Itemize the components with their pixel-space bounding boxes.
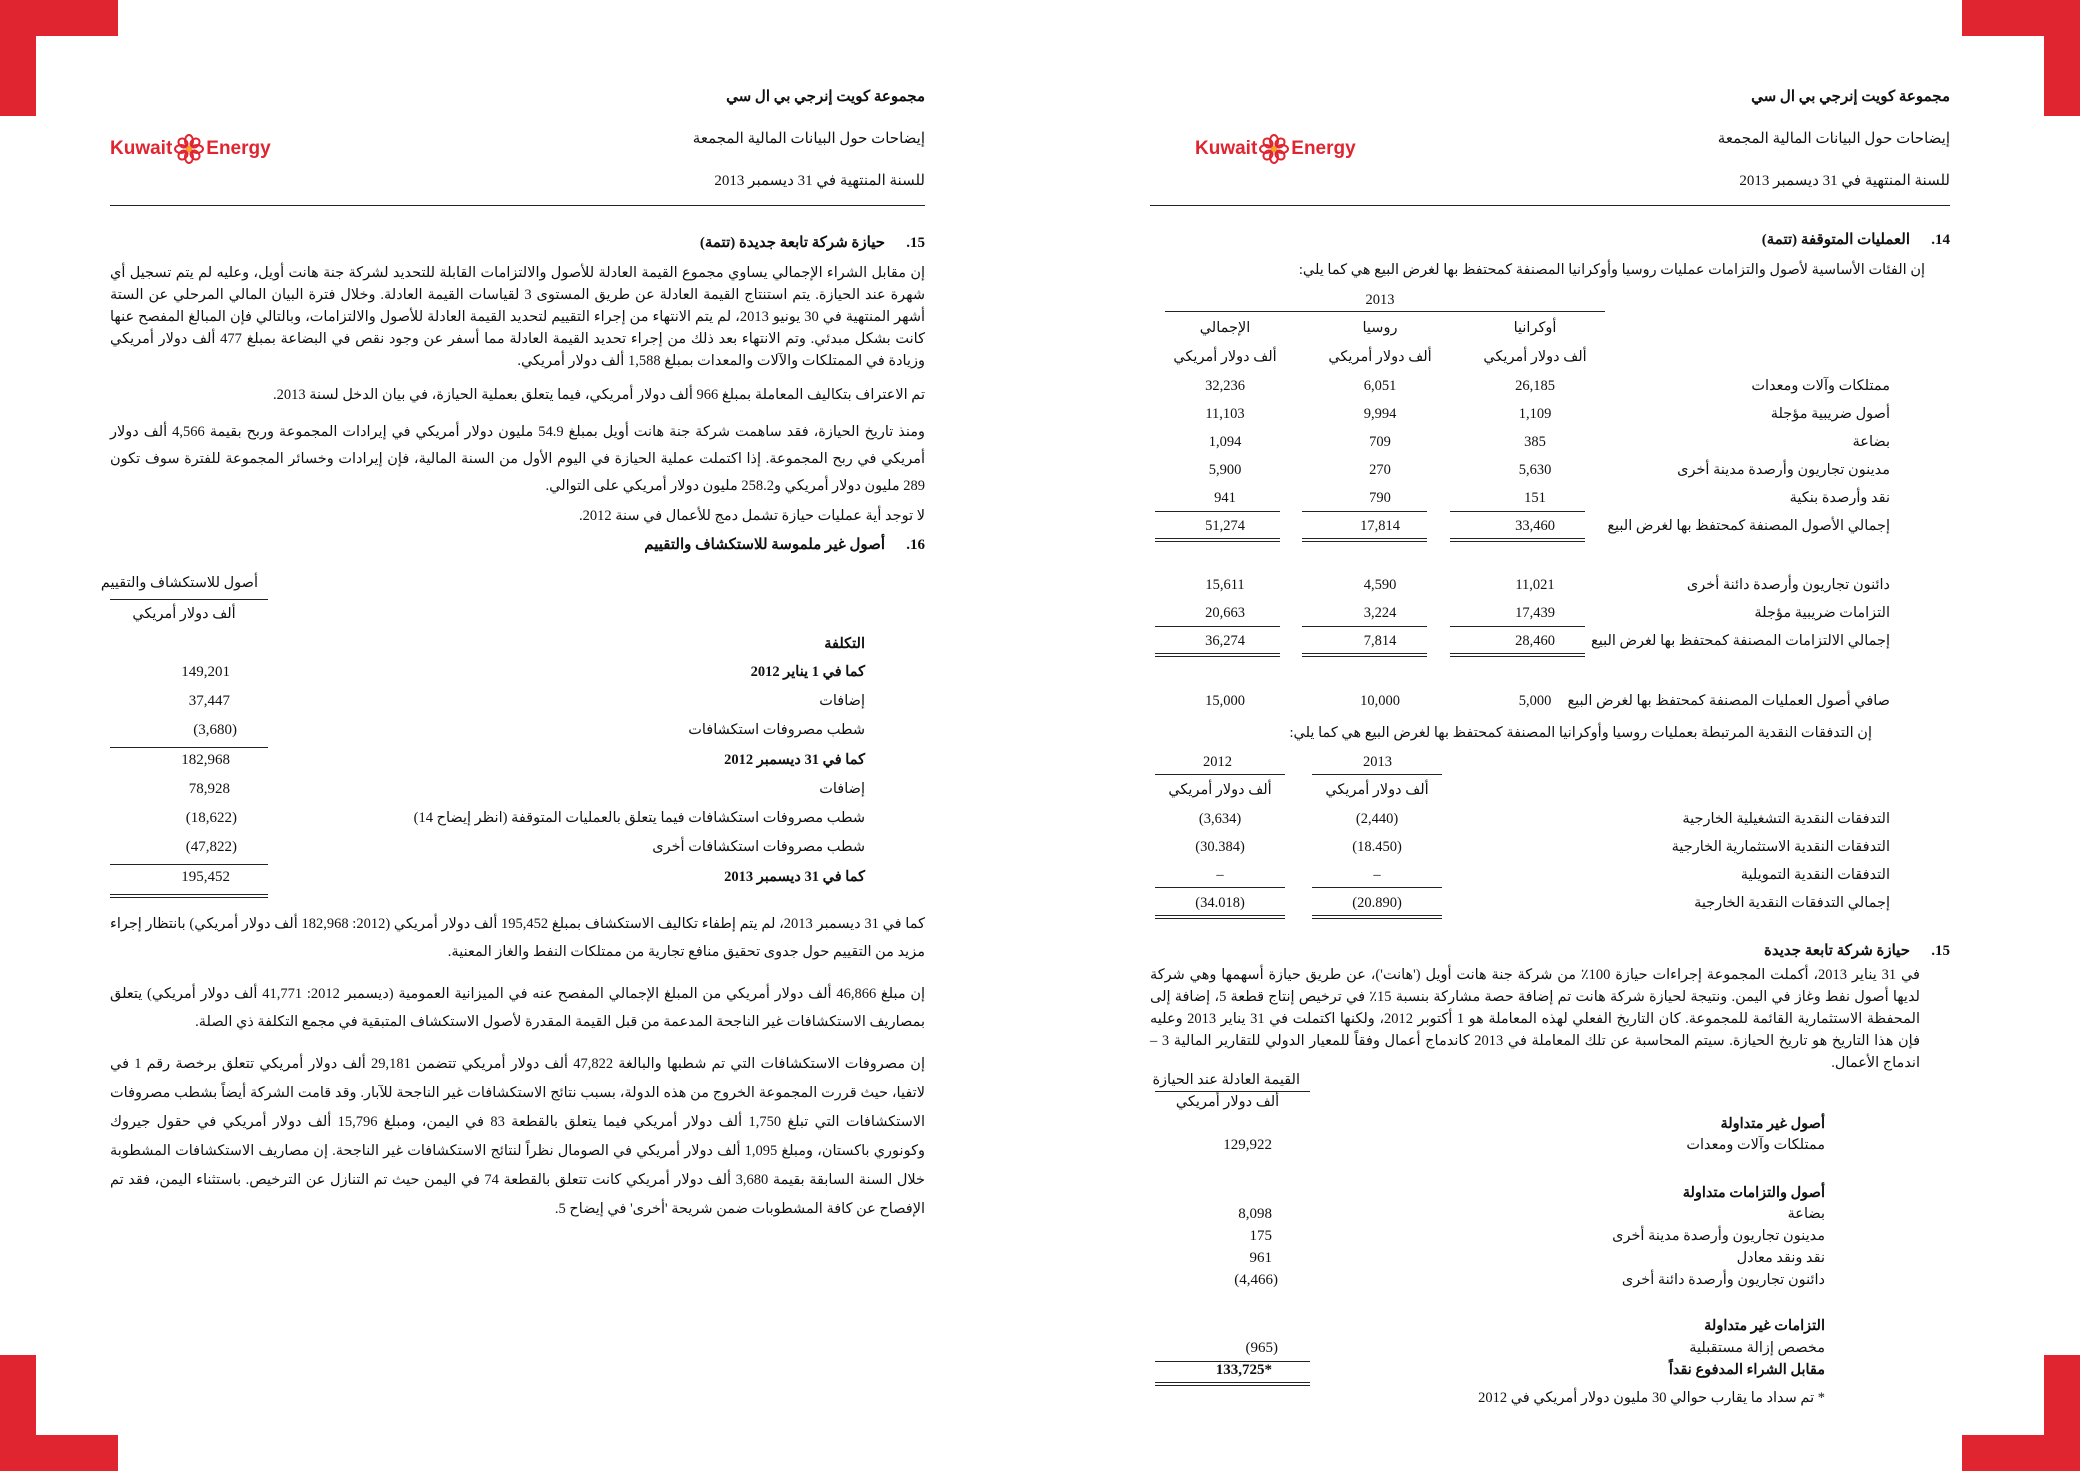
total-double-rule: [1155, 915, 1285, 919]
col-ukraine: أوكرانيا: [1513, 320, 1557, 336]
net-assets-label: صافي أصول العمليات المصنفة كمحتفظ بها لغرض البيع: [1567, 693, 1890, 709]
provision-label: مخصص إزالة مستقبلية: [1689, 1340, 1825, 1356]
ee-column-header: أصول للاستكشاف والتقييم: [100, 575, 258, 591]
asset-total-total: 51,274: [1205, 518, 1245, 534]
col-russia: روسيا: [1362, 320, 1398, 336]
corner-bracket: [2044, 1355, 2080, 1471]
kuwait-energy-logo: [1195, 134, 1356, 164]
cf-intro: إن التدفقات النقدية المرتبطة بعمليات روسيا وأوكرانيا المصنفة كمحتفظ بها لغرض البيع هي كما يلي:: [1289, 725, 1872, 741]
liab-russia: 3,224: [1363, 605, 1397, 621]
ee-row-value: (18,622): [185, 810, 237, 826]
liab-russia: 4,590: [1363, 577, 1397, 593]
total-double-rule: [1155, 1382, 1310, 1386]
current-row-label: دائنون تجاريون وأرصدة دائنة أخرى: [1621, 1272, 1825, 1288]
cf-2013: (18.450): [1352, 839, 1402, 855]
subtotal-rule: [1312, 887, 1442, 888]
current-row-value: 8,098: [1238, 1206, 1272, 1222]
subtotal-rule: [1450, 626, 1585, 627]
s16-paragraph-3: إن مصروفات الاستكشافات التي تم شطبها والبالغة 47,822 ألف دولار أمريكي تتضمن 29,181 ألف دولار أمريكي تتعلق برخصة رقم 1 في لاتفيا، حيث قررت المجموعة الخروج من هذه الدولة، بسبب نتائج الاستكشافات غير الناجحة للآبار. وقد قامت الشركة أيضاً بشطب مصروفات الاستكشافات التي تبلغ 1,750 ألف دولار أمريكي فيما يتعلق بالقطعة 83 في اليمن، ومبلغ 15,796 ألف دولار أمريكي في حقول جيروك وكونوري باكستان، ومبلغ 1,095 ألف دولار أمريكي في الصومال نظراً لنتائج الاستكشافات غير الناجحة. إن مصاريف الاستكشافات المشطوبة خلال السنة السابقة بقيمة 3,680 ألف دولار أمريكي كانت تتعلق بالقطعة 74 في اليمن حيث تم التنازل عن الترخيص. باستثناء اليمن، فقد تم الإفصاح عن كافة المشطوبات ضمن شريحة 'أخرى' في إيضاح 5.: [110, 1056, 926, 1217]
subtotal-rule: [1155, 887, 1285, 888]
cf-total-2012: (34.018): [1195, 895, 1245, 911]
asset-total: 1,094: [1208, 434, 1242, 450]
current-row-label: بضاعة: [1787, 1206, 1825, 1222]
liab-total-russia: 7,814: [1363, 633, 1397, 649]
company-name: مجموعة كويت إنرجي بي ال سي: [726, 89, 925, 105]
header-rule: [110, 205, 925, 206]
total-double-rule: [1155, 653, 1280, 657]
asset-russia: 270: [1369, 462, 1391, 478]
logo-text-left: Kuwait: [1195, 138, 1258, 159]
consideration-label: مقابل الشراء المدفوع نقداً: [1668, 1362, 1825, 1378]
flower-icon: [174, 134, 204, 164]
s15-paragraph-1: في 31 يناير 2013، أكملت المجموعة إجراءات حيازة 100٪ من شركة جنة هانت أويل ('هانت')، عن طريق حيازة أسهمها وهي شركة لديها أصول نفط وغاز في اليمن. ونتيجة لحيازة شركة هانت تم إضافة حصة مشاركة بنسبة 15٪ في ترخيص إنتاج قطعة 5، إضافة إلى المحفظة الاستثمارية القائمة للمجموعة. كان التاريخ الفعلي لهذه المعاملة هو 1 أكتوبر 2012، ولكنها اكتملت في 31 يناير 2013 وعليه فإن هذا التاريخ هو تاريخ الحيازة. سيتم المحاسبة عن تلك المعاملة في 2013 كاندماج أعمال وفقاً للمعيار الدولي للتقارير المالية 3 – اندماج الأعمال.: [1150, 967, 1921, 1071]
ee-row-value: 37,447: [188, 693, 230, 709]
asset-row-label: نقد وأرصدة بنكية: [1789, 490, 1890, 506]
cf-year-rule: [1155, 774, 1285, 775]
cf-2013: (2,440): [1355, 811, 1399, 827]
current-title: أصول والتزامات متداولة: [1682, 1185, 1825, 1201]
col-unit: ألف دولار أمريكي: [1483, 349, 1587, 365]
asset-row-label: ممتلكات وآلات ومعدات: [1751, 378, 1890, 394]
ee-column-unit: ألف دولار أمريكي: [132, 606, 236, 622]
liab-ukraine: 11,021: [1515, 577, 1555, 593]
provision-value: (965): [1245, 1340, 1278, 1356]
footnote: * تم سداد ما يقارب حوالي 30 مليون دولار أمريكي في 2012: [1478, 1390, 1825, 1406]
fv-rule: [1155, 1091, 1310, 1092]
asset-total-russia: 17,814: [1360, 518, 1400, 534]
logo-text-left: Kuwait: [110, 138, 173, 159]
asset-ukraine: 151: [1524, 490, 1546, 506]
nc-liab-title: التزامات غير متداولة: [1704, 1318, 1825, 1334]
cf-total-label: إجمالي التدفقات النقدية الخارجية: [1694, 895, 1890, 911]
total-double-rule: [1302, 538, 1427, 542]
fv-unit: ألف دولار أمريكي: [1175, 1094, 1280, 1110]
year-rule: [1165, 311, 1605, 312]
asset-row-label: أصول ضريبية مؤجلة: [1770, 406, 1890, 422]
s15-paragraph-3: ومنذ تاريخ الحيازة، فقد ساهمت شركة جنة هانت أويل بمبلغ 54.9 مليون دولار أمريكي في إيرادات المجموعة وربح بقيمة 4,566 ألف دولار أمريكي في ربح المجموعة. إذا اكتملت عملية الحيازة في اليوم الأول من السنة المالية، فإن إيرادات وخسائر المجموعة للفترة سوف تكون 289 مليون دولار أمريكي و258.2 مليون دولار أمريكي على التوالي.: [110, 424, 926, 494]
asset-total: 5,900: [1208, 462, 1242, 478]
cost-label: التكلفة: [824, 636, 865, 652]
asset-ukraine: 1,109: [1518, 406, 1552, 422]
total-double-rule: [1312, 915, 1442, 919]
section-16-title: 16.أصول غير ملموسة للاستكشاف والتقييم: [644, 537, 925, 553]
ee-row-label: شطب مصروفات استكشافات فيما يتعلق بالعمليات المتوقفة (انظر إيضاح 14): [413, 810, 865, 826]
asset-row-label: مدينون تجاريون وأرصدة مدينة أخرى: [1677, 462, 1890, 478]
ee-row-value: 195,452: [181, 869, 230, 885]
subtotal-rule: [110, 864, 268, 865]
cf-year-rule: [1312, 774, 1442, 775]
ee-row-value: 78,928: [188, 781, 230, 797]
logo-text-right: Energy: [206, 138, 271, 159]
ppe-value: 129,922: [1223, 1137, 1272, 1153]
asset-total-label: إجمالي الأصول المصنفة كمحتفظ بها لغرض البيع: [1607, 518, 1890, 534]
report-subtitle: إيضاحات حول البيانات المالية المجمعة: [692, 131, 925, 147]
section-14-title: 14.العمليات المتوقفة (تتمة): [1761, 232, 1950, 248]
section-15-title: 15.حيازة شركة تابعة جديدة (تتمة): [699, 235, 925, 251]
cf-row-label: التدفقات النقدية التشغيلية الخارجية: [1682, 811, 1890, 827]
subtotal-rule: [1155, 511, 1280, 512]
kuwait-energy-logo: [110, 134, 271, 164]
liab-total-ukraine: 28,460: [1515, 633, 1555, 649]
ee-row-label: شطب مصروفات استكشافات أخرى: [652, 839, 865, 855]
total-double-rule: [1302, 653, 1427, 657]
ee-row-value: 182,968: [181, 752, 230, 768]
subtotal-rule: [110, 747, 268, 748]
cf-2013: –: [1373, 867, 1381, 883]
cf-unit: ألف دولار أمريكي: [1325, 782, 1429, 798]
liab-total: 20,663: [1205, 605, 1245, 621]
right-page: [1150, 0, 1950, 1471]
report-period: للسنة المنتهية في 31 ديسمبر 2013: [714, 173, 925, 189]
asset-row-label: بضاعة: [1852, 434, 1890, 450]
ppe-label: ممتلكات وآلات ومعدات: [1686, 1137, 1825, 1153]
cf-year-2012: 2012: [1203, 754, 1232, 770]
ee-row-label: كما في 31 ديسمبر 2013: [724, 869, 865, 885]
corner-bracket: [0, 0, 36, 116]
liab-total-total: 36,274: [1205, 633, 1245, 649]
total-double-rule: [1155, 538, 1280, 542]
net-ukraine: 5,000: [1518, 693, 1552, 709]
current-row-label: نقد ونقد معادل: [1736, 1250, 1825, 1266]
fv-header: القيمة العادلة عند الحيازة: [1152, 1072, 1300, 1088]
year-header: 2013: [1365, 292, 1395, 308]
asset-ukraine: 26,185: [1515, 378, 1555, 394]
current-row-value: 175: [1249, 1228, 1272, 1244]
ee-row-value: (3,680): [193, 722, 237, 738]
s16-paragraph-1: كما في 31 ديسمبر 2013، لم يتم إطفاء تكاليف الاستكشاف بمبلغ 195,452 ألف دولار أمريكي (2012: 182,968 ألف دولار أمريكي) بانتظار إجراء مزيد من التقييم حول جدوى تحقيق منافع تجارية من ممتلكات النفط والغاز المعنية.: [110, 916, 926, 960]
ee-row-value: 149,201: [181, 664, 230, 680]
net-russia: 10,000: [1360, 693, 1400, 709]
subtotal-rule: [1155, 626, 1280, 627]
cf-2012: (3,634): [1198, 811, 1242, 827]
total-double-rule: [1450, 538, 1585, 542]
cf-row-label: التدفقات النقدية التمويلية: [1740, 867, 1890, 883]
subtotal-rule: [1450, 511, 1585, 512]
section-15-title: 15.حيازة شركة تابعة جديدة: [1763, 943, 1950, 959]
liab-ukraine: 17,439: [1515, 605, 1555, 621]
asset-ukraine: 385: [1524, 434, 1546, 450]
asset-russia: 6,051: [1363, 378, 1397, 394]
nc-assets-title: أصول غير متداولة: [1720, 1116, 1825, 1132]
page-header: [1718, 86, 1950, 212]
ee-row-label: إضافات: [819, 781, 865, 797]
s15-paragraph-4: لا توجد أية عمليات حيازة تشمل دمج للأعمال في سنة 2012.: [578, 508, 925, 524]
ee-row-label: كما في 1 يناير 2012: [750, 664, 865, 680]
col-total: الإجمالي: [1199, 320, 1251, 336]
column-rule: [110, 599, 268, 600]
asset-russia: 709: [1369, 434, 1391, 450]
corner-bracket: [2044, 0, 2080, 116]
consideration-value: 133,725*: [1215, 1362, 1272, 1378]
ee-row-value: (47,822): [185, 839, 237, 855]
flower-icon: [1259, 134, 1289, 164]
asset-total-ukraine: 33,460: [1515, 518, 1555, 534]
asset-total: 32,236: [1205, 378, 1245, 394]
logo-text-right: Energy: [1291, 138, 1356, 159]
cf-2012: (30.384): [1195, 839, 1245, 855]
asset-russia: 9,994: [1363, 406, 1397, 422]
cf-row-label: التدفقات النقدية الاستثمارية الخارجية: [1671, 839, 1890, 855]
cf-unit: ألف دولار أمريكي: [1168, 782, 1272, 798]
s16-paragraph-2: إن مبلغ 46,866 ألف دولار أمريكي من المبلغ الإجمالي المفصح عنه في الميزانية العمومية (ديسمبر 2012: 41,771 ألف دولار أمريكي) يتعلق بمصاريف الاستكشافات غير الناجحة المدعمة من قبل القيمة المقدرة لأصول الاستكشاف المتبقية في مجمع التكلفة ذي الصلة.: [110, 986, 926, 1030]
report-subtitle: إيضاحات حول البيانات المالية المجمعة: [1717, 131, 1950, 147]
cf-2012: –: [1216, 867, 1224, 883]
asset-total: 11,103: [1205, 406, 1245, 422]
cf-total-2013: (20.890): [1352, 895, 1402, 911]
total-double-rule: [110, 894, 268, 898]
s15-paragraph-1: إن مقابل الشراء الإجمالي يساوي مجموع القيمة العادلة للأصول والالتزامات القابلة للتحديد لشركة جنة هانت أويل، وعليه لم يتم تسجيل أي شهرة عند الحيازة. يتم استنتاج القيمة العادلة عن طريق المستوى 3 لقياسات القيمة العادلة. وخلال فترة البيان المالي المرحلي عن الستة أشهر المنتهية في 30 يونيو 2013، لم يتم الانتهاء من إجراء التقييم لتحديد القيمة العادلة للأصول والالتزامات، وبالتالي فإن المبالغ المفصح عنها كانت بشكل مبدئي. وتم الانتهاء بعد ذلك من إجراء تحديد القيمة العادلة مما أسفر عن وجود نقص في البضاعة بمبلغ 477 ألف دولار أمريكي وزيادة في الممتلكات والآلات والمعدات بمبلغ 1,588 ألف دولار أمريكي.: [110, 265, 926, 369]
page-header: [693, 86, 925, 212]
subtotal-rule: [1302, 626, 1427, 627]
liab-total: 15,611: [1205, 577, 1245, 593]
s14-intro: إن الفئات الأساسية لأصول والتزامات عمليات روسيا وأوكرانيا المصنفة كمحتفظ بها لغرض البيع هي كما يلي:: [1298, 262, 1925, 278]
subtotal-rule: [1302, 511, 1427, 512]
ee-row-label: شطب مصروفات استكشافات: [688, 722, 865, 738]
current-row-value: (4,466): [1234, 1272, 1278, 1288]
asset-total: 941: [1214, 490, 1236, 506]
current-row-value: 961: [1249, 1250, 1272, 1266]
company-name: مجموعة كويت إنرجي بي ال سي: [1751, 89, 1950, 105]
report-period: للسنة المنتهية في 31 ديسمبر 2013: [1739, 173, 1950, 189]
cf-year-2013: 2013: [1363, 754, 1392, 770]
liab-row-label: التزامات ضريبية مؤجلة: [1754, 605, 1890, 621]
s15-paragraph-2: تم الاعتراف بتكاليف المعاملة بمبلغ 966 ألف دولار أمريكي، فيما يتعلق بعملية الحيازة، في بيان الدخل لسنة 2013.: [272, 387, 925, 403]
asset-russia: 790: [1369, 490, 1391, 506]
liab-total-label: إجمالي الالتزامات المصنفة كمحتفظ بها لغرض البيع: [1590, 633, 1890, 649]
total-double-rule: [1450, 653, 1585, 657]
col-unit: ألف دولار أمريكي: [1328, 349, 1432, 365]
current-row-label: مدينون تجاريون وأرصدة مدينة أخرى: [1612, 1228, 1825, 1244]
asset-ukraine: 5,630: [1518, 462, 1552, 478]
left-page: [100, 0, 926, 1471]
col-unit: ألف دولار أمريكي: [1173, 349, 1277, 365]
liab-row-label: دائنون تجاريون وأرصدة دائنة أخرى: [1686, 577, 1890, 593]
ee-row-label: كما في 31 ديسمبر 2012: [724, 752, 865, 768]
header-rule: [1150, 205, 1950, 206]
net-total: 15,000: [1205, 693, 1245, 709]
ee-row-label: إضافات: [819, 693, 865, 709]
corner-bracket: [0, 1355, 36, 1471]
